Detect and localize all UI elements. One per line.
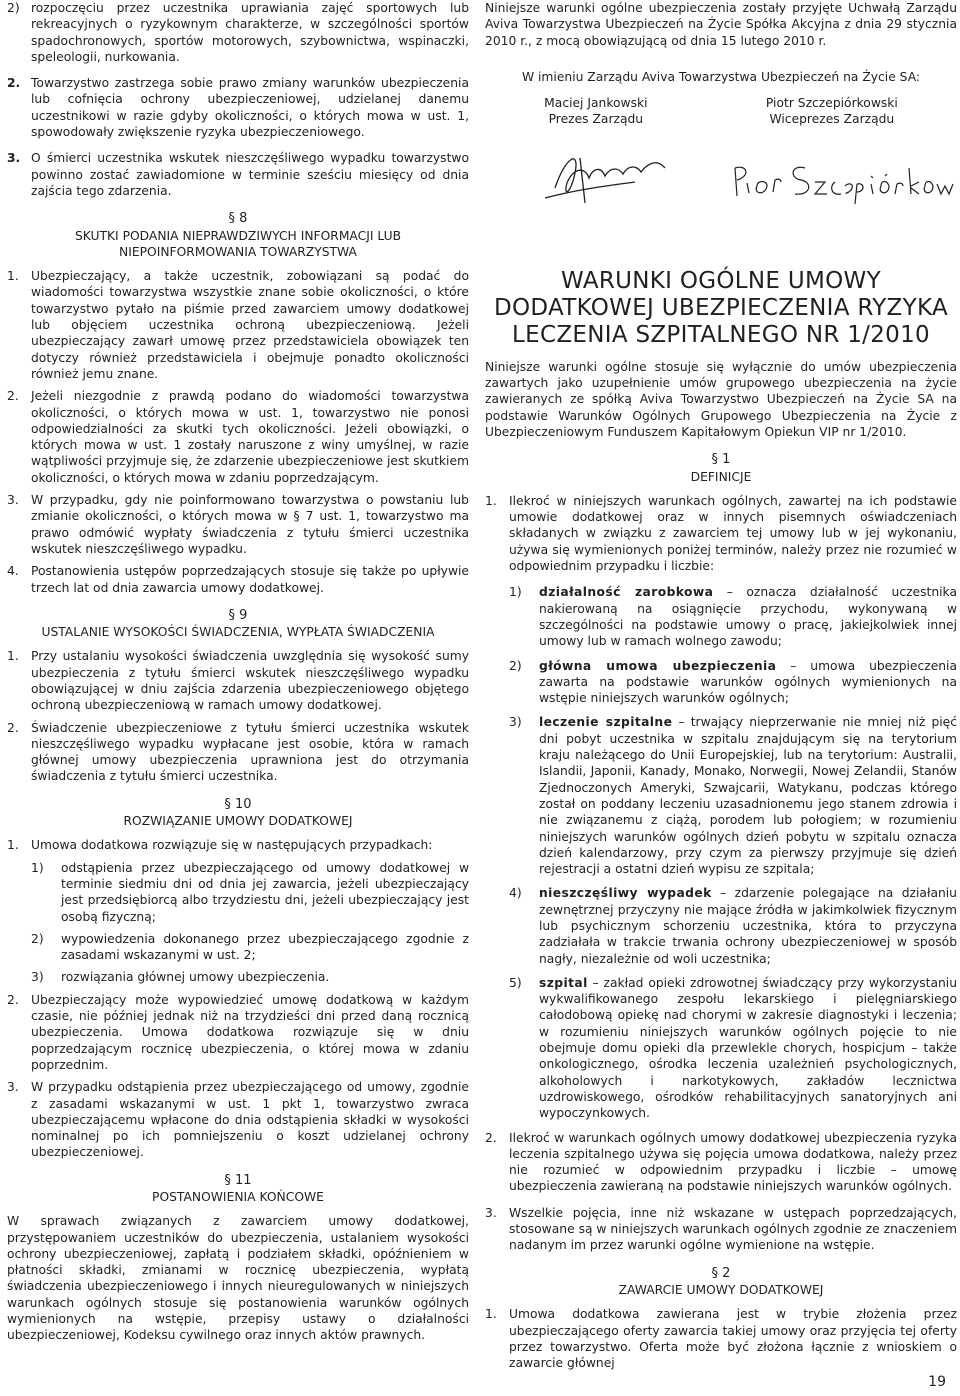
item-text: rozpoczęciu przez uczestnika uprawiania zajęć sportowych lub rekreacyjnych o ryzykownym charakterze, w szczególności sportów spadochronowych, sportów motorowych, szybownictwa, wspinaczki, speleologii, nurkowania. <box>31 1 469 64</box>
list-item <box>7 992 469 1073</box>
item-number: 3. <box>7 493 19 508</box>
item-number: 2) <box>31 931 44 946</box>
item-number: 1. <box>485 1307 497 1322</box>
item-text: Ilekroć w niniejszych warunkach ogólnych, zawartej na ich podstawie umowie dodatkowej oraz w innych pisemnych oświadczeniach składanych w związku z zawarciem tej umowy lub w jej wykonaniu, używa się wymienionych poniżej terminów, należy przez nie rozumieć w odpowiednim przypadku i liczbie: <box>509 493 957 574</box>
item-number: 3) <box>31 970 44 985</box>
item-number: 2. <box>485 1130 497 1145</box>
definition-text: – umowa ubezpieczenia zawarta na podstawie warunków ogólnych wymienionych na wstępie niniejszych warunków ogólnych; <box>539 658 958 706</box>
item-number: 1) <box>509 585 522 600</box>
sub-list-item <box>7 931 469 964</box>
signature-2 <box>735 167 953 204</box>
item-text: Przy ustalaniu wysokości świadczenia uwzględnia się wysokość sumy ubezpieczenia z tytułu śmierci wskutek nieszczęśliwego wypadku obowiązującej w dniu zajścia zdarzenia ubezpieczeniowego objętego ochroną ubezpieczeniową w ramach umowy dodatkowej. <box>31 649 469 713</box>
section-9-heading <box>7 608 469 641</box>
item-number: 1. <box>7 838 19 853</box>
section-number: § 10 <box>224 796 252 812</box>
item-number: 4) <box>509 886 522 901</box>
list-item <box>7 563 469 596</box>
list-item <box>7 837 469 853</box>
definition-term: nieszczęśliwy wypadek <box>539 886 712 901</box>
final-provisions-text: W sprawach związanych z zawarciem umowy dodatkowej, przystępowaniem uczestników do ubezpieczenia, ustalaniem wysokości ochrony ubezpieczeniowej, zapłatą i podziałem składki, opóźnieniem w płatności składki, zmianami w rocznicę ubezpieczenia, wypłatą świadczenia ubezpieczeniowego i innych nieuregulowanych w niniejszych warunkach ogólnych stosuje się postanowienia warunków ogólnych wymienionych na wstępie, przepisy ustawy o działalności ubezpieczeniowej, Kodeksu cywilnego oraz innych aktów prawnych. <box>7 1214 469 1343</box>
board-heading: W imieniu Zarządu Aviva Towarzystwa Ubezpieczeń na Życie SA: <box>521 69 921 84</box>
section-2-heading <box>485 1266 957 1299</box>
section-number: § 2 <box>711 1265 731 1281</box>
item-text: wypowiedzenia dokonanego przez ubezpieczającego zgodnie z zasadami wskazanymi w ust. 2; <box>61 931 469 963</box>
item-text: W przypadku, gdy nie poinformowano towarzystwa o powstaniu lub zmianie okoliczności, o których mowa w § 7 ust. 1, towarzystwo ma prawo odmówić wypłaty świadczenia z tytułu śmierci uczestnika wskutek nieszczęśliwego wypadku. <box>31 493 469 556</box>
item-number: 1. <box>7 269 19 284</box>
definition-term: szpital <box>539 975 588 990</box>
signatures <box>485 128 957 218</box>
list-item <box>485 1130 957 1195</box>
signer-1 <box>544 95 647 128</box>
item-number: 5) <box>509 975 522 990</box>
item-number: 2. <box>7 389 19 404</box>
definition-term: działalność zarobkowa <box>539 585 714 600</box>
item-number: 2. <box>7 720 19 735</box>
definition-text: – zakład opieki zdrowotnej świadczący przy wykorzystaniu wykwalifikowanego zespołu lekarskiego i pielęgniarskiego całodobową opiekę nad chorymi w zakresie diagnostyki i leczenia; w rozumieniu niniejszych warunków ogólnych pojęcie to nie obejmuje domu opieki dla przewlekle chorych, hospicjum – także onkologicznego, ośrodka leczenia uzależnień psychologicznych, alkoholowych i narkotykowych, zakładów lecznictwa uzdrowiskowego, ośrodków rehabilitacyjnych sanatoryjnych ani wypoczynkowych. <box>539 975 957 1121</box>
page-number: 19 <box>928 1374 946 1390</box>
section-number: § 8 <box>228 211 248 227</box>
definition-text: – zdarzenie polegające na działaniu zewnętrznej przyczyny nie mające źródła w jakimkolwiek fizycznym lub psychicznym schorzeniu uczestnika, która to przyczyna zadziałała w trakcie trwania ochrony ubezpieczeniowej w sposób nagły, niezależnie od woli uczestnika; <box>539 886 957 966</box>
sub-list-item <box>7 860 469 925</box>
list-item <box>485 1306 957 1371</box>
section-title: SKUTKI PODANIA NIEPRAWDZIWYCH INFORMACJI LUB NIEPOINFORMOWANIA TOWARZYSTWA <box>74 228 402 259</box>
item-number: 1. <box>485 493 497 508</box>
section-9-items <box>7 648 469 784</box>
section-8-heading <box>7 211 469 260</box>
section-number: § 9 <box>228 607 248 623</box>
adoption-note: Niniejsze warunki ogólne ubezpieczenia zostały przyjęte Uchwałą Zarządu Aviva Towarzystwa Ubezpieczeń na Życie Spółka Akcyjna z dnia 29 stycznia 2010 r., z mocą obowiązującą od dnia 15 lutego 2010 r. <box>485 1 957 48</box>
section-title: USTALANIE WYSOKOŚCI ŚWIADCZENIA, WYPŁATA ŚWIADCZENIA <box>41 625 435 640</box>
item-text: Umowa dodatkowa rozwiązuje się w następujących przypadkach: <box>31 838 433 853</box>
signature-1 <box>545 158 665 203</box>
title-line-1: WARUNKI OGÓLNE UMOWY <box>561 267 881 294</box>
list-item <box>485 493 957 574</box>
signer-name: Maciej Jankowski <box>544 96 648 111</box>
sub-list-item <box>7 969 469 985</box>
signers <box>485 95 957 128</box>
item-text: Umowa dodatkowa zawierana jest w trybie złożenia przez ubezpieczającego oferty zawarcia takiej umowy oraz przyjęcia tej oferty przez towarzystwo. Oferta może być złożona łącznie z wnioskiem o zawarcie głównej <box>509 1307 957 1371</box>
signature-graphics <box>485 128 957 218</box>
item-text: Ilekroć w warunkach ogólnych umowy dodatkowej ubezpieczenia ryzyka leczenia szpitalnego używa się pojęcia umowa dodatkowa, należy przez nie rozumieć w odpowiednim przypadku i liczbie – umowę ubezpieczenia zawieraną na podstawie niniejszych warunków ogólnych. <box>509 1130 957 1194</box>
item-number: 2. <box>7 992 19 1007</box>
item-text: Postanowienia ustępów poprzedzających stosuje się także po upływie trzech lat od dnia zawarcia umowy dodatkowej. <box>31 564 469 595</box>
intro-text: Niniejsze warunki ogólne stosuje się wyłącznie do umów ubezpieczenia zawartych jako uzupełnienie umów grupowego ubezpieczenia na życie zawieranych ze spółką Aviva Towarzystwo Ubezpieczeń na Życie SA na podstawie Warunków Ogólnych Grupowego Ubezpieczenia na Życie z Ubezpieczeniowym Funduszem Kapitałowym Opiekun VIP nr 1/2010. <box>485 359 957 439</box>
list-item <box>7 388 469 486</box>
section-11-heading <box>7 1173 469 1206</box>
paragraph-2 <box>7 75 469 140</box>
list-item <box>7 720 469 785</box>
item-text: Towarzystwo zastrzega sobie prawo zmiany warunków ubezpieczenia lub cofnięcia ochrony ubezpieczeniowej, udzielanej danemu uczestnikowi w razie gdyby okoliczności, o których mowa w ust. 1, spowodowały zwiększenie ryzyka ubezpieczeniowego. <box>31 76 469 140</box>
item-number: 1. <box>7 649 19 664</box>
signer-role: Prezes Zarządu <box>548 112 644 127</box>
section-number: § 1 <box>711 452 731 468</box>
item-text: O śmierci uczestnika wskutek nieszczęśliwego wypadku towarzystwo powinno zostać zawiadomione w terminie sześciu miesięcy od dnia zajścia tego zdarzenia. <box>31 151 469 198</box>
item-text: Ubezpieczający, a także uczestnik, zobowiązani są podać do wiadomości towarzystwa wszystkie znane sobie okoliczności, o które towarzystwo pytało na piśmie przed zawarciem umowy dodatkowej lub objęciem uczestnika ochroną ubezpieczeniową. Jeżeli ubezpieczający zawarł umowę przez przedstawiciela obowiązek ten dotyczy również przedstawiciela i obejmuje ponadto okoliczności również jemu znane. <box>31 269 469 381</box>
definition-term: główna umowa ubezpieczenia <box>539 658 777 673</box>
item-text: Jeżeli niezgodnie z prawdą podano do wiadomości towarzystwa okoliczności, o których mowa w ust. 1, towarzystwo nie ponosi odpowiedzialności za skutki tych okoliczności. Jeżeli obowiązki, o których mowa w ust. 1 zostały naruszone z winy umyślnej, w razie wątpliwości przyjmuje się, że zdarzenie ubezpieczeniowe jest skutkiem okoliczności, o których mowa w zdaniu poprzedzającym. <box>31 389 469 485</box>
list-item <box>7 268 469 382</box>
item-number: 3. <box>485 1205 497 1220</box>
item-number: 3) <box>509 715 522 730</box>
definition-text: – oznacza działalność uczestnika nakierowaną na osiągnięcie przychodu, wykonywaną w szczególności na podstawie umowy o pracę, jakiejkolwiek innej umowy lub w ramach wolnego zawodu; <box>539 585 957 649</box>
section-title: DEFINICJE <box>690 469 752 484</box>
item-text: W przypadku odstąpienia przez ubezpieczającego od umowy, zgodnie z zasadami wskazanymi w ust. 1 pkt 1, towarzystwo zwraca ubezpieczającemu wpłacone do dnia odstąpienia składki w wysokości nominalnej po ich pomniejszeniu o koszt udzielanej ochrony ubezpieczeniowej. <box>31 1080 469 1160</box>
section-10-heading <box>7 797 469 830</box>
definition-item <box>485 885 957 966</box>
section-number: § 11 <box>224 1172 252 1188</box>
item-number: 4. <box>7 564 19 579</box>
item-text: Ubezpieczający może wypowiedzieć umowę dodatkową w każdym czasie, nie później jednak niż na trzydzieści dni przed daną rocznicą ubezpieczenia. Umowa dodatkowa rozwiązuje się w dniu poprzedzającym rocznicę ubezpieczenia, o której mowa w zdaniu poprzednim. <box>31 992 469 1072</box>
signer-name: Piotr Szczepiórkowski <box>765 96 898 111</box>
item-number: 2. <box>7 76 21 91</box>
list-item <box>7 648 469 713</box>
item-text: Wszelkie pojęcia, inne niż wskazane w ustępach poprzedzających, stosowane są w niniejszych warunkach ogólnych zgodnie ze znaczeniem nadanym im przez warunki ogólne wymienione na wstępie. <box>509 1205 957 1253</box>
section-title: ZAWARCIE UMOWY DODATKOWEJ <box>618 1282 824 1297</box>
list-item <box>7 1079 469 1160</box>
list-item <box>7 492 469 557</box>
right-column <box>485 0 957 1377</box>
section-title: POSTANOWIENIA KOŃCOWE <box>152 1190 324 1204</box>
item-number: 2) <box>7 1 20 15</box>
section-1-heading <box>485 452 957 485</box>
document-title <box>485 268 957 349</box>
title-line-2: DODATKOWEJ UBEZPIECZENIA RYZYKA <box>494 294 948 321</box>
definition-item <box>485 714 957 877</box>
signer-2 <box>766 95 898 128</box>
section-8-items <box>7 268 469 596</box>
item-number: 3. <box>7 151 21 166</box>
list-item <box>485 1205 957 1254</box>
definition-item <box>485 975 957 1122</box>
item-number: 3. <box>7 1080 19 1095</box>
item-text: Świadczenie ubezpieczeniowe z tytułu śmierci uczestnika wskutek nieszczęśliwego wypadku wypłacane jest osobie, która w ramach głównej umowy ubezpieczenia uprawniona jest do otrzymania świadczenia z tytułu śmierci uczestnika. <box>31 720 469 784</box>
left-column <box>7 0 469 1344</box>
section-title: ROZWIĄZANIE UMOWY DODATKOWEJ <box>123 814 353 829</box>
item-number: 1) <box>31 860 44 875</box>
item-number: 2) <box>509 658 522 673</box>
item-text: rozwiązania głównej umowy ubezpieczenia. <box>61 970 330 985</box>
intro-list-item <box>7 0 469 65</box>
definition-item <box>485 658 957 707</box>
definition-item <box>485 584 957 649</box>
definition-text: – trwający nieprzerwanie nie mniej niż pięć dni pobyt uczestnika w szpitalu znajdującym się na terytorium kraju należącego do Unii Europejskiej, lub na terytorium: Australii, Islandii, Japonii, Kanady, Monako, Norwegii, Nowej Zelandii, Stanów Zjednoczonych Ameryki, Szwajcarii, Watykanu, podczas którego został on poddany leczeniu uzasadnionemu jego stanem zdrowia i nie związanemu z ciążą, porodem lub połogiem; w rozumieniu niniejszych warunków ogólnych dzień pobytu w szpitalu oznacza dzień kalendarzowy, przy czym za pierwszy przyjmuje się dzień rejestracji a ostatni dzień wypisu ze szpitala; <box>539 715 957 877</box>
paragraph-3 <box>7 150 469 199</box>
title-line-3: LECZENIA SZPITALNEGO NR 1/2010 <box>512 321 930 348</box>
definition-term: leczenie szpitalne <box>539 715 673 730</box>
item-text: odstąpienia przez ubezpieczającego od umowy dodatkowej w terminie siedmiu dni od dnia jej zawarcia, jeżeli ubezpieczający jest przedsiębiorcą albo trzydziestu dni, jeżeli ubezpieczający jest osobą fizyczną; <box>61 860 469 924</box>
signer-role: Wiceprezes Zarządu <box>769 112 895 127</box>
